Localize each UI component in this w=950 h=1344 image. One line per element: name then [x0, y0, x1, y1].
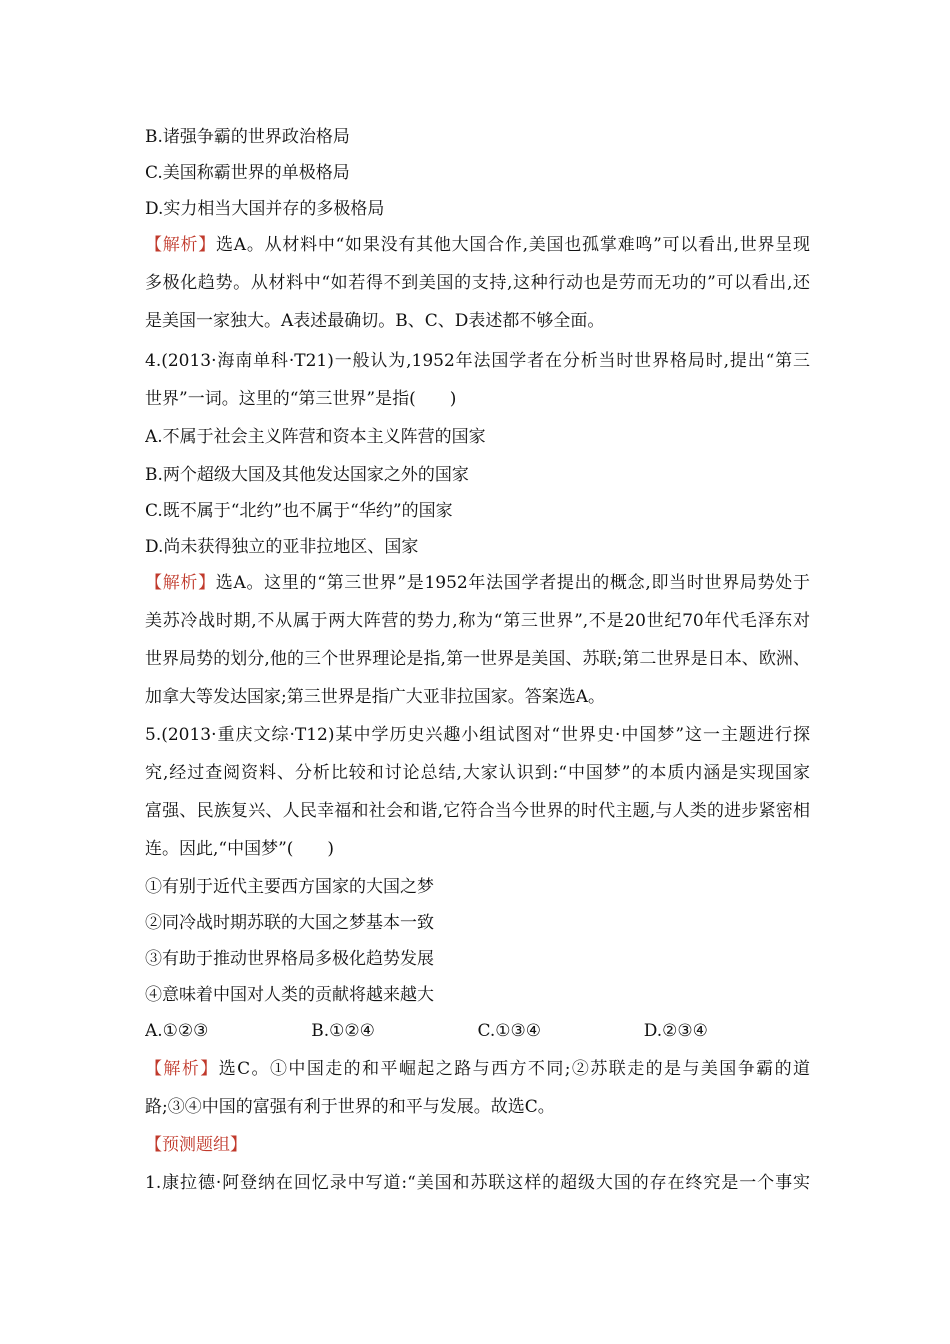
q3-option-d: D.实力相当大国并存的多极格局: [145, 199, 385, 219]
q3-analysis-line-3: 是美国一家独大。A表述最确切。B、C、D表述都不够全面。: [145, 311, 605, 331]
q4-stem-line-2: 世界”一词。这里的“第三世界”是指( ): [145, 389, 457, 409]
analysis-tag: 【解析】: [145, 1059, 219, 1079]
q5-stem-line-1: 5.(2013·重庆文综·T12)某中学历史兴趣小组试图对“世界史·中国梦”这一主题进行探: [145, 725, 810, 745]
q3-option-c: C.美国称霸世界的单极格局: [145, 163, 350, 183]
q4-analysis-line-2: 美苏冷战时期,不从属于两大阵营的势力,称为“第三世界”,不是20世纪70年代毛泽东对: [145, 611, 810, 631]
q5-stem-line-3: 富强、民族复兴、人民幸福和社会和谐,它符合当今世界的时代主题,与人类的进步紧密相: [145, 801, 810, 821]
analysis-tag: 【解析】: [145, 235, 217, 255]
q3-analysis-line-1: 【解析】选A。从材料中“如果没有其他大国合作,美国也孤掌难鸣”可以看出,世界呈现: [145, 235, 810, 255]
q4-option-b: B.两个超级大国及其他发达国家之外的国家: [145, 465, 469, 485]
q5-choices: [145, 1019, 810, 1043]
q5-analysis-line-2: 路;③④中国的富强有利于世界的和平与发展。故选C。: [145, 1097, 555, 1117]
q5-choice-c: C.①③④: [477, 1021, 542, 1041]
q5-item-3: ③有助于推动世界格局多极化趋势发展: [145, 949, 434, 969]
q3-analysis-line-2: 多极化趋势。从材料中“如若得不到美国的支持,这种行动也是劳而无功的”可以看出,还: [145, 273, 810, 293]
q3-option-b: B.诸强争霸的世界政治格局: [145, 127, 350, 147]
q5-choice-b: B.①②④: [311, 1021, 375, 1041]
section-heading-prediction-group: 【预测题组】: [145, 1135, 247, 1155]
q4-option-a: A.不属于社会主义阵营和资本主义阵营的国家: [145, 427, 486, 447]
next-q1-stem: 1.康拉德·阿登纳在回忆录中写道:“美国和苏联这样的超级大国的存在终究是一个事实: [145, 1173, 810, 1193]
q4-stem-line-1: 4.(2013·海南单科·T21)一般认为,1952年法国学者在分析当时世界格局时,提出“第三: [145, 351, 810, 371]
q4-analysis-line-3: 世界局势的划分,他的三个世界理论是指,第一世界是美国、苏联;第二世界是日本、欧洲、: [145, 649, 810, 669]
q5-item-2: ②同冷战时期苏联的大国之梦基本一致: [145, 913, 434, 933]
q5-analysis-line-1: 【解析】选C。①中国走的和平崛起之路与西方不同;②苏联走的是与美国争霸的道: [145, 1059, 810, 1079]
q5-choice-d: D.②③④: [643, 1021, 708, 1041]
q4-analysis-line-4: 加拿大等发达国家;第三世界是指广大亚非拉国家。答案选A。: [145, 687, 606, 707]
q4-analysis-line-1: 【解析】选A。这里的“第三世界”是1952年法国学者提出的概念,即当时世界局势处于: [145, 573, 810, 593]
analysis-tag: 【解析】: [145, 573, 216, 593]
q5-item-1: ①有别于近代主要西方国家的大国之梦: [145, 877, 434, 897]
q5-choice-a: A.①②③: [145, 1021, 209, 1041]
q4-option-d: D.尚未获得独立的亚非拉地区、国家: [145, 537, 419, 557]
q4-option-c: C.既不属于“北约”也不属于“华约”的国家: [145, 501, 453, 521]
q5-stem-line-2: 究,经过查阅资料、分析比较和讨论总结,大家认识到:“中国梦”的本质内涵是实现国家: [145, 763, 810, 783]
q5-stem-line-4: 连。因此,“中国梦”( ): [145, 839, 335, 859]
q5-item-4: ④意味着中国对人类的贡献将越来越大: [145, 985, 434, 1005]
